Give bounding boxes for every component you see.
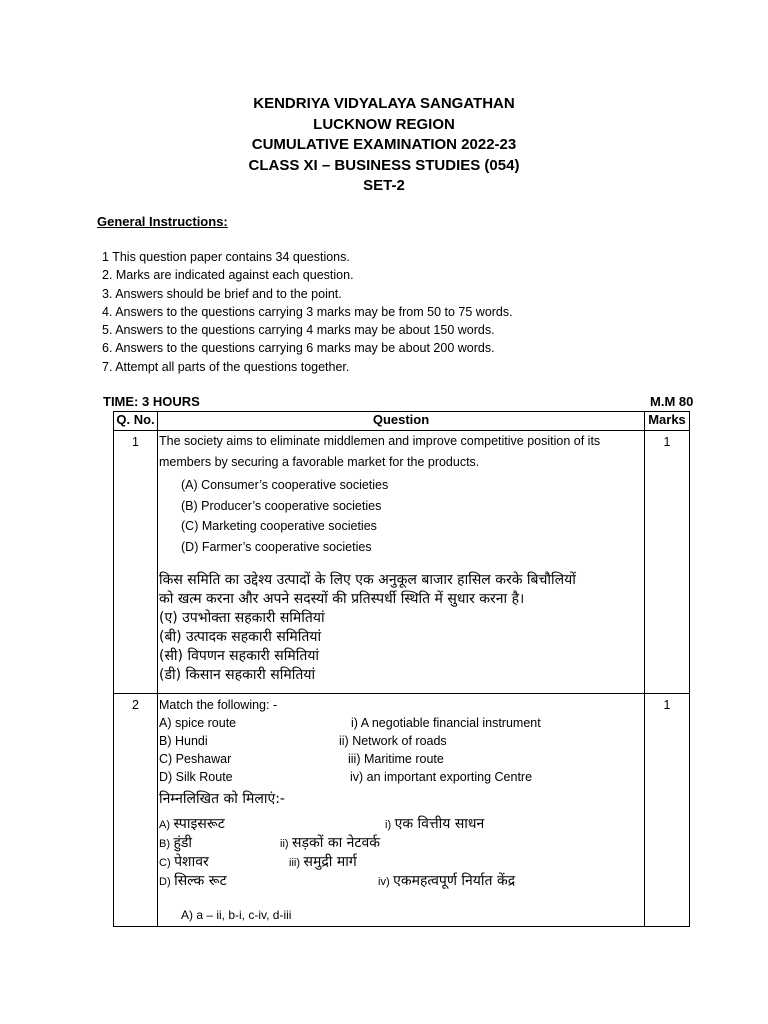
hindi-match-row: [159, 815, 644, 834]
match-right-item: iii) Maritime route: [348, 752, 444, 766]
option-b: (B) Producer’s cooperative societies: [181, 498, 382, 513]
question-body: [158, 431, 645, 694]
option-d: (D) Farmer’s cooperative societies: [181, 539, 372, 554]
hindi-option-b: (बी) उत्पादक सहकारी समितियां: [159, 629, 322, 645]
header-set: SET-2: [363, 177, 405, 194]
header-question: Question: [158, 412, 645, 431]
hindi-right-prefix: i): [385, 819, 392, 831]
hindi-right-item: सड़कों का नेटवर्क: [292, 835, 381, 851]
hindi-right-prefix: iii): [289, 857, 300, 869]
header-organization: KENDRIYA VIDYALAYA SANGATHAN: [253, 95, 515, 112]
general-instructions-title: General Instructions:: [97, 214, 228, 229]
hindi-left-item: हुंडी: [173, 835, 193, 851]
instruction-item: 2. Marks are indicated against each question.: [102, 268, 354, 283]
hindi-right: [378, 872, 515, 892]
match-row: [159, 768, 644, 786]
instruction-item: 3. Answers should be brief and to the point.: [102, 286, 342, 301]
hindi-match-row: [159, 872, 644, 891]
table-row: [114, 694, 690, 927]
hindi-right: [280, 834, 380, 854]
match-row: [159, 732, 644, 750]
hindi-left-item: स्पाइसरूट: [173, 816, 225, 832]
hindi-match-intro: निम्नलिखित को मिलाएं:-: [159, 791, 285, 807]
match-left-item: C) Peshawar: [159, 752, 232, 766]
table-row: [114, 431, 690, 694]
hindi-match-row: [159, 834, 644, 853]
exam-header: [0, 94, 768, 197]
hindi-left-prefix: C): [159, 857, 171, 869]
header-exam: CUMULATIVE EXAMINATION 2022-23: [251, 136, 517, 153]
match-row: [159, 714, 644, 732]
match-intro: Match the following: -: [159, 698, 278, 712]
hindi-option-d: (डी) किसान सहकारी समितियां: [159, 667, 316, 683]
header-qno: Q. No.: [114, 412, 158, 431]
maximum-marks: M.M 80: [650, 394, 694, 409]
question-number: 1: [114, 431, 158, 694]
instruction-item: 4. Answers to the questions carrying 3 marks may be from 50 to 75 words.: [102, 304, 513, 319]
option-a: (A) Consumer’s cooperative societies: [181, 478, 389, 492]
match-row: [159, 750, 644, 768]
hindi-left-item: पेशावर: [174, 854, 209, 870]
hindi-option-c: (सी) विपणन सहकारी समितियां: [159, 648, 320, 664]
hindi-right-item: समुद्री मार्ग: [303, 854, 357, 870]
question-number: 2: [114, 694, 158, 927]
answer-option-a: A) a – ii, b-i, c-iv, d-iii: [181, 908, 292, 922]
option-c: (C) Marketing cooperative societies: [181, 519, 377, 533]
general-instructions-list: [102, 248, 513, 376]
hindi-question-line: किस समिति का उद्देश्य उत्पादों के लिए एक अनुकूल बाजार हासिल करके बिचौलियों: [159, 572, 576, 588]
hindi-match-row: [159, 853, 644, 872]
match-left-item: B) Hundi: [159, 734, 208, 748]
question-body: [158, 694, 645, 927]
header-class-subject: CLASS XI – BUSINESS STUDIES (054): [248, 156, 520, 174]
hindi-right-item: एक वित्तीय साधन: [394, 816, 485, 832]
header-region: LUCKNOW REGION: [313, 115, 455, 133]
question-marks: 1: [645, 694, 690, 927]
instruction-item: 6. Answers to the questions carrying 6 marks may be about 200 words.: [102, 341, 495, 356]
hindi-right-prefix: iv): [378, 876, 390, 888]
hindi-left-prefix: A): [159, 819, 170, 831]
header-marks: Marks: [645, 412, 690, 431]
hindi-right-item: एकमहत्वपूर्ण निर्यात केंद्र: [393, 873, 516, 889]
question-table: [113, 411, 690, 927]
hindi-left-item: सिल्क रूट: [174, 873, 227, 889]
instruction-item: 1 This question paper contains 34 questions.: [102, 250, 350, 264]
hindi-question-line: को खत्म करना और अपने सदस्यों की प्रतिस्पर्धी स्थिति में सुधार करना है।: [159, 591, 525, 607]
hindi-option-a: (ए) उपभोक्ता सहकारी समितियां: [159, 610, 325, 626]
table-header-row: [114, 412, 690, 431]
hindi-right: [289, 853, 357, 873]
question-text-line: The society aims to eliminate middlemen and improve competitive position of its: [159, 434, 601, 448]
instruction-item: 5. Answers to the questions carrying 4 marks may be about 150 words.: [102, 323, 495, 338]
match-left-item: A) spice route: [159, 716, 237, 730]
hindi-left-prefix: D): [159, 876, 171, 888]
question-text-line: members by securing a favorable market for the products.: [159, 455, 480, 469]
hindi-right: [385, 815, 484, 835]
hindi-left-prefix: B): [159, 838, 170, 850]
match-right-item: iv) an important exporting Centre: [350, 770, 533, 784]
match-right-item: i) A negotiable financial instrument: [351, 716, 541, 730]
match-left-item: D) Silk Route: [159, 770, 233, 784]
time-allowed: TIME: 3 HOURS: [103, 394, 200, 409]
instruction-item: 7. Attempt all parts of the questions together.: [102, 359, 350, 374]
question-marks: 1: [645, 431, 690, 694]
hindi-right-prefix: ii): [280, 838, 289, 850]
match-right-item: ii) Network of roads: [339, 734, 447, 748]
